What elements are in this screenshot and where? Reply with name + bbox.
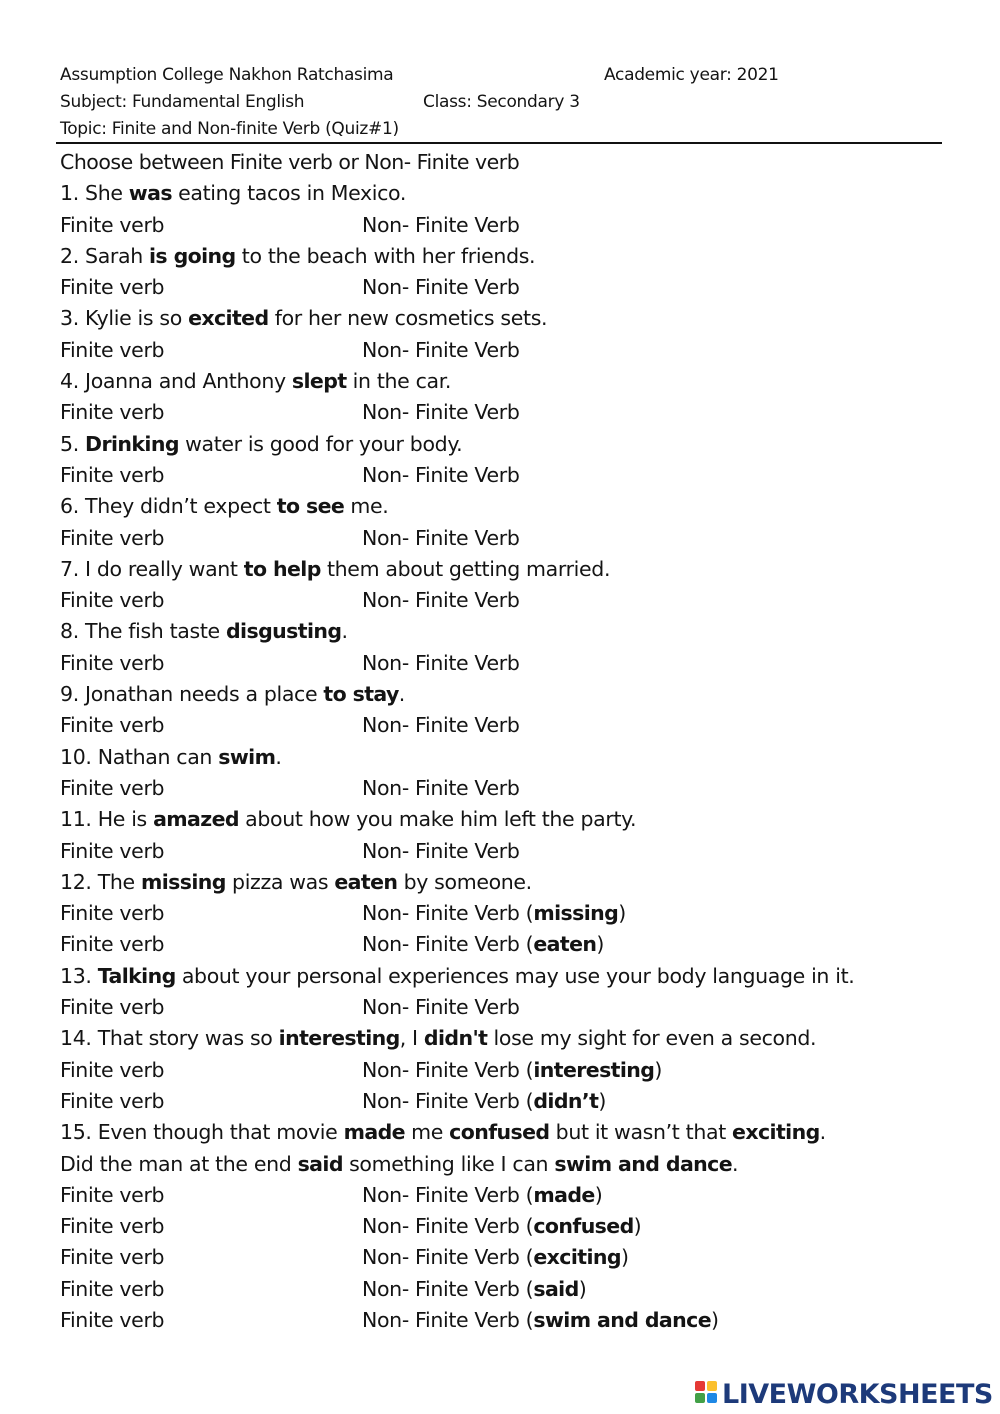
question-line: [60, 1149, 960, 1180]
option-non-finite-verb[interactable]: [362, 1274, 586, 1305]
header-row-2: [60, 89, 940, 116]
highlighted-verb: didn't: [423, 1026, 488, 1051]
option-non-finite-verb[interactable]: [362, 1242, 629, 1273]
question-line: [60, 554, 960, 585]
academic-year: Academic year: 2021: [604, 65, 779, 85]
text-segment: Non- Finite Verb: [362, 212, 520, 237]
highlighted-verb: confused: [533, 1214, 634, 1239]
option-finite-verb[interactable]: Finite verb: [60, 525, 165, 550]
text-segment: but it wasn’t that: [549, 1120, 733, 1145]
option-non-finite-verb[interactable]: [362, 773, 520, 804]
text-segment: 9. Jonathan needs a place: [60, 682, 324, 707]
option-non-finite-verb[interactable]: [362, 898, 626, 929]
liveworksheets-logo-icon: [695, 1381, 719, 1407]
text-segment: Non- Finite Verb: [362, 838, 520, 863]
quiz-content: [60, 147, 960, 1336]
text-segment: about your personal experiences may use your body language in it.: [175, 963, 855, 988]
text-segment: 12. The: [60, 869, 141, 894]
text-segment: ): [594, 1182, 603, 1207]
highlighted-verb: Drinking: [85, 431, 179, 456]
text-segment: .: [819, 1120, 826, 1145]
highlighted-verb: disgusting: [225, 619, 342, 644]
highlighted-verb: excited: [188, 306, 269, 331]
text-segment: eating tacos in Mexico.: [171, 181, 407, 206]
class-level: Class: Secondary 3: [423, 92, 580, 112]
text-segment: .: [341, 619, 348, 644]
header-divider: [56, 142, 942, 144]
text-segment: .: [275, 744, 282, 769]
header-row-3: [60, 116, 940, 143]
school-name: Assumption College Nakhon Ratchasima: [60, 65, 394, 85]
highlighted-verb: swim and dance: [554, 1151, 733, 1176]
option-finite-verb[interactable]: Finite verb: [60, 713, 165, 738]
header-row-1: [60, 62, 940, 89]
text-segment: Non- Finite Verb (: [362, 1245, 534, 1270]
option-non-finite-verb[interactable]: [362, 1180, 602, 1211]
text-segment: Non- Finite Verb: [362, 525, 520, 550]
answer-options: [60, 1180, 960, 1211]
answer-options: [60, 272, 960, 303]
option-finite-verb[interactable]: Finite verb: [60, 838, 165, 863]
text-segment: Did the man at the end: [60, 1151, 298, 1176]
text-segment: lose my sight for even a second.: [487, 1026, 817, 1051]
option-finite-verb[interactable]: Finite verb: [60, 650, 165, 675]
highlighted-verb: eaten: [533, 932, 597, 957]
answer-options: [60, 929, 960, 960]
text-segment: 4. Joanna and Anthony: [60, 369, 292, 394]
text-segment: Non- Finite Verb: [362, 713, 520, 738]
option-non-finite-verb[interactable]: [362, 585, 520, 616]
highlighted-verb: slept: [291, 369, 347, 394]
text-segment: Non- Finite Verb (: [362, 1057, 534, 1082]
text-segment: ): [596, 932, 605, 957]
text-segment: water is good for your body.: [178, 431, 463, 456]
text-segment: Non- Finite Verb (: [362, 1182, 534, 1207]
text-segment: , I: [399, 1026, 424, 1051]
answer-options: [60, 710, 960, 741]
text-segment: something like I can: [342, 1151, 555, 1176]
highlighted-verb: confused: [449, 1120, 550, 1145]
option-finite-verb[interactable]: Finite verb: [60, 1245, 165, 1270]
option-finite-verb[interactable]: Finite verb: [60, 932, 165, 957]
highlighted-verb: missing: [140, 869, 226, 894]
text-segment: 3. Kylie is so: [60, 306, 189, 331]
option-finite-verb[interactable]: Finite verb: [60, 995, 165, 1020]
option-finite-verb[interactable]: Finite verb: [60, 400, 165, 425]
highlighted-verb: swim and dance: [533, 1307, 712, 1332]
answer-options: [60, 836, 960, 867]
option-finite-verb[interactable]: Finite verb: [60, 1182, 165, 1207]
liveworksheets-logo: [695, 1374, 993, 1414]
option-finite-verb[interactable]: Finite verb: [60, 1307, 165, 1332]
option-non-finite-verb[interactable]: [362, 648, 520, 679]
highlighted-verb: said: [533, 1276, 579, 1301]
text-segment: by someone.: [397, 869, 532, 894]
text-segment: ): [578, 1276, 587, 1301]
text-segment: ): [620, 1245, 629, 1270]
option-non-finite-verb[interactable]: [362, 335, 520, 366]
text-segment: ): [633, 1214, 642, 1239]
question-line: [60, 1023, 960, 1054]
highlighted-verb: made: [533, 1182, 595, 1207]
answer-options: [60, 397, 960, 428]
text-segment: me: [404, 1120, 450, 1145]
highlighted-verb: eaten: [334, 869, 398, 894]
option-non-finite-verb[interactable]: [362, 929, 604, 960]
text-segment: Non- Finite Verb (: [362, 1088, 534, 1113]
answer-options: [60, 585, 960, 616]
text-segment: 13.: [60, 963, 98, 988]
text-segment: for her new cosmetics sets.: [268, 306, 548, 331]
option-finite-verb[interactable]: Finite verb: [60, 462, 165, 487]
option-non-finite-verb[interactable]: [362, 836, 520, 867]
text-segment: 11. He is: [60, 807, 154, 832]
answer-options: [60, 460, 960, 491]
question-line: [60, 1117, 960, 1148]
text-segment: Non- Finite Verb: [362, 337, 520, 362]
answer-options: [60, 1305, 960, 1336]
option-non-finite-verb[interactable]: [362, 523, 520, 554]
option-finite-verb[interactable]: Finite verb: [60, 1276, 165, 1301]
option-finite-verb[interactable]: Finite verb: [60, 775, 165, 800]
highlighted-verb: is going: [149, 243, 236, 268]
option-non-finite-verb[interactable]: [362, 272, 520, 303]
text-segment: me.: [344, 494, 389, 519]
text-segment: 8. The fish taste: [60, 619, 226, 644]
option-finite-verb[interactable]: Finite verb: [60, 1057, 165, 1082]
text-segment: Non- Finite Verb: [362, 400, 520, 425]
option-non-finite-verb[interactable]: [362, 1086, 606, 1117]
text-segment: Non- Finite Verb (: [362, 932, 534, 957]
text-segment: ): [711, 1307, 719, 1332]
text-segment: 5.: [60, 431, 86, 456]
highlighted-verb: to stay: [323, 682, 399, 707]
answer-options: [60, 898, 960, 929]
text-segment: Non- Finite Verb (: [362, 1307, 534, 1332]
text-segment: 15. Even though that movie: [60, 1120, 344, 1145]
text-segment: Non- Finite Verb: [362, 995, 520, 1020]
option-finite-verb[interactable]: Finite verb: [60, 588, 165, 613]
text-segment: .: [732, 1151, 739, 1176]
subject: Subject: Fundamental English: [60, 92, 305, 112]
option-non-finite-verb[interactable]: [362, 1211, 641, 1242]
option-finite-verb[interactable]: Finite verb: [60, 901, 165, 926]
text-segment: Non- Finite Verb: [362, 650, 520, 675]
answer-options: [60, 992, 960, 1023]
question-line: [60, 679, 960, 710]
highlighted-verb: Talking: [97, 963, 176, 988]
text-segment: about how you make him left the party.: [239, 807, 637, 832]
text-segment: 6. They didn’t expect: [60, 494, 277, 519]
highlighted-verb: to help: [243, 556, 321, 581]
highlighted-verb: exciting: [732, 1120, 820, 1145]
text-segment: ): [654, 1057, 663, 1082]
text-segment: 7. I do really want: [60, 556, 244, 581]
answer-options: [60, 648, 960, 679]
question-line: [60, 867, 960, 898]
text-segment: ): [598, 1088, 606, 1113]
text-segment: in the car.: [346, 369, 452, 394]
option-non-finite-verb[interactable]: [362, 992, 520, 1023]
option-non-finite-verb[interactable]: [362, 710, 520, 741]
text-segment: to the beach with her friends.: [235, 243, 536, 268]
answer-options: [60, 773, 960, 804]
text-segment: 10. Nathan can: [60, 744, 219, 769]
option-finite-verb[interactable]: Finite verb: [60, 337, 165, 362]
highlighted-verb: didn’t: [533, 1088, 599, 1113]
option-non-finite-verb[interactable]: [362, 210, 520, 241]
text-segment: Non- Finite Verb (: [362, 1214, 534, 1239]
text-segment: Non- Finite Verb: [362, 775, 520, 800]
answer-options: [60, 523, 960, 554]
highlighted-verb: said: [297, 1151, 343, 1176]
topic: Topic: Finite and Non-finite Verb (Quiz#1): [60, 119, 399, 139]
text-segment: .: [398, 682, 405, 707]
question-line: [60, 742, 960, 773]
question-line: [60, 178, 960, 209]
text-segment: Non- Finite Verb: [362, 275, 520, 300]
answer-options: [60, 210, 960, 241]
logo-text: LIVEWORKSHEETS: [722, 1378, 993, 1410]
question-line: [60, 429, 960, 460]
question-line: [60, 366, 960, 397]
highlighted-verb: was: [128, 181, 172, 206]
text-segment: 1. She: [60, 181, 129, 206]
text-segment: Non- Finite Verb (: [362, 1276, 534, 1301]
answer-options: [60, 1274, 960, 1305]
answer-options: [60, 335, 960, 366]
highlighted-verb: interesting: [533, 1057, 655, 1082]
option-finite-verb[interactable]: Finite verb: [60, 275, 165, 300]
text-segment: them about getting married.: [320, 556, 611, 581]
instruction: Choose between Finite verb or Non- Finite verb: [60, 150, 520, 174]
highlighted-verb: missing: [533, 901, 619, 926]
question-line: [60, 303, 960, 334]
question-line: [60, 804, 960, 835]
option-non-finite-verb[interactable]: [362, 397, 520, 428]
option-finite-verb[interactable]: Finite verb: [60, 1088, 165, 1113]
text-segment: Non- Finite Verb: [362, 462, 520, 487]
text-segment: Non- Finite Verb: [362, 588, 520, 613]
question-line: [60, 961, 960, 992]
question-line: [60, 241, 960, 272]
option-non-finite-verb[interactable]: [362, 460, 520, 491]
answer-options: [60, 1211, 960, 1242]
highlighted-verb: made: [343, 1120, 405, 1145]
text-segment: ): [618, 901, 626, 926]
question-line: [60, 616, 960, 647]
highlighted-verb: swim: [218, 744, 276, 769]
option-finite-verb[interactable]: Finite verb: [60, 212, 165, 237]
option-non-finite-verb[interactable]: [362, 1055, 662, 1086]
highlighted-verb: exciting: [533, 1245, 621, 1270]
highlighted-verb: interesting: [278, 1026, 400, 1051]
text-segment: 14. That story was so: [60, 1026, 279, 1051]
text-segment: Non- Finite Verb (: [362, 901, 534, 926]
option-finite-verb[interactable]: Finite verb: [60, 1214, 165, 1239]
text-segment: pizza was: [225, 869, 335, 894]
answer-options: [60, 1086, 960, 1117]
worksheet-header: [60, 62, 940, 143]
question-line: [60, 491, 960, 522]
highlighted-verb: to see: [276, 494, 345, 519]
highlighted-verb: amazed: [153, 807, 239, 832]
text-segment: 2. Sarah: [60, 243, 149, 268]
answer-options: [60, 1055, 960, 1086]
answer-options: [60, 1242, 960, 1273]
option-non-finite-verb[interactable]: [362, 1305, 719, 1336]
